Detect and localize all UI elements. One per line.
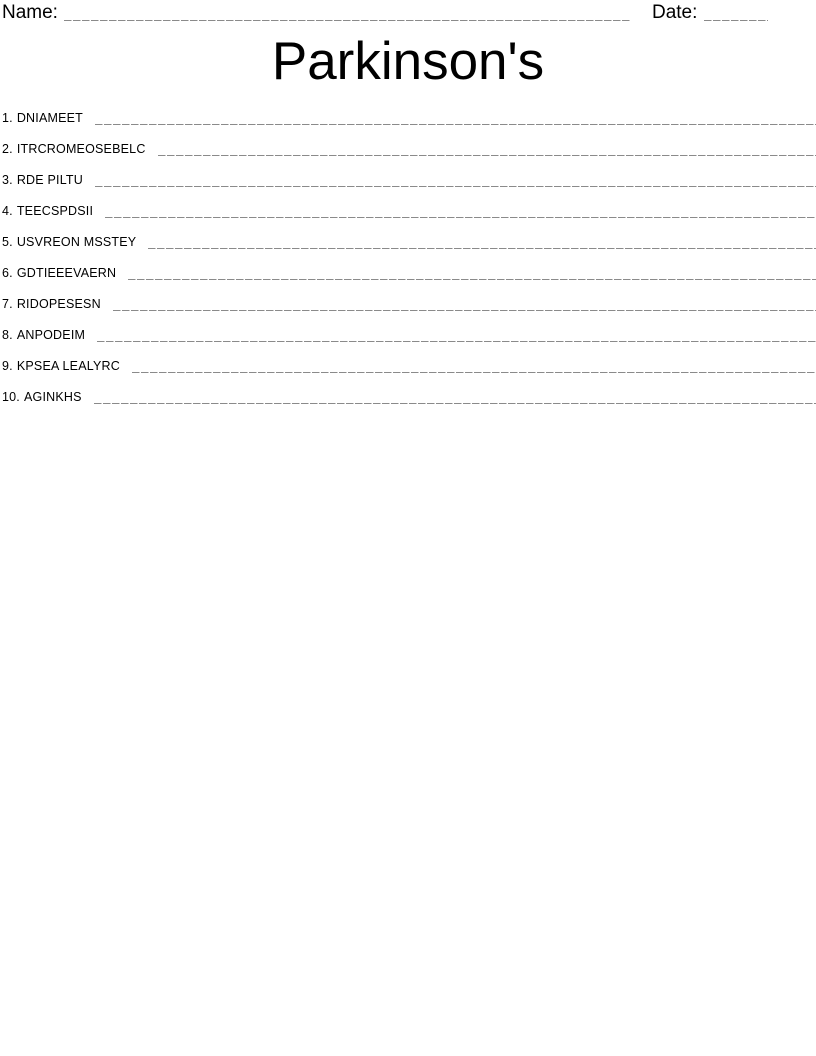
scramble-item-row — [2, 390, 816, 404]
scramble-item-label — [2, 111, 83, 125]
date-label: Date: — [651, 2, 698, 23]
item-number: 5. — [2, 235, 13, 250]
scramble-item-label — [2, 297, 101, 311]
name-blank-line — [64, 20, 630, 21]
item-scrambled-word: USVREON MSSTEY — [16, 235, 137, 250]
scramble-item-label — [2, 173, 83, 187]
worksheet-header — [0, 0, 816, 24]
scramble-item-row — [2, 328, 816, 342]
item-scrambled-word: TEECSPDSII — [16, 204, 94, 219]
scramble-item-row — [2, 297, 816, 311]
page-title: Parkinson's — [271, 32, 545, 91]
answer-blank-line — [132, 372, 816, 373]
item-number: 7. — [2, 297, 13, 312]
item-scrambled-word: ANPODEIM — [16, 328, 86, 343]
answer-blank-line — [94, 403, 816, 404]
scramble-item-row — [2, 204, 816, 218]
item-scrambled-word: KPSEA LEALYRC — [16, 359, 120, 374]
answer-blank-line — [95, 124, 816, 125]
scramble-item-label — [2, 266, 116, 280]
item-number: 3. — [2, 173, 13, 188]
item-number: 4. — [2, 204, 13, 219]
item-number: 10. — [2, 390, 20, 405]
scramble-item-label — [2, 359, 120, 373]
answer-blank-line — [105, 217, 816, 218]
answer-blank-line — [128, 279, 816, 280]
item-number: 6. — [2, 266, 13, 281]
scramble-item-label — [2, 328, 85, 342]
scramble-item-row — [2, 359, 816, 373]
item-number: 2. — [2, 142, 13, 157]
scramble-item-row — [2, 111, 816, 125]
item-scrambled-word: ITRCROMEOSEBELC — [16, 142, 146, 157]
item-scrambled-word: AGINKHS — [23, 390, 82, 405]
answer-blank-line — [148, 248, 816, 249]
item-number: 8. — [2, 328, 13, 343]
answer-blank-line — [97, 341, 816, 342]
answer-blank-line — [113, 310, 816, 311]
item-number: 1. — [2, 111, 13, 126]
scramble-item-row — [2, 142, 816, 156]
item-scrambled-word: RDE PILTU — [16, 173, 83, 188]
item-scrambled-word: GDTIEEEVAERN — [16, 266, 117, 281]
scramble-item-label — [2, 390, 82, 404]
item-scrambled-word: DNIAMEET — [16, 111, 84, 126]
answer-blank-line — [95, 186, 816, 187]
scramble-item-label — [2, 235, 136, 249]
scramble-item-label — [2, 142, 146, 156]
date-blank-line — [704, 20, 768, 21]
item-number: 9. — [2, 359, 13, 374]
name-label: Name: — [2, 2, 58, 23]
scramble-item-row — [2, 235, 816, 249]
item-scrambled-word: RIDOPESESN — [16, 297, 101, 312]
scramble-item-row — [2, 173, 816, 187]
scramble-list — [0, 111, 816, 404]
scramble-item-label — [2, 204, 93, 218]
scramble-item-row — [2, 266, 816, 280]
answer-blank-line — [158, 155, 816, 156]
